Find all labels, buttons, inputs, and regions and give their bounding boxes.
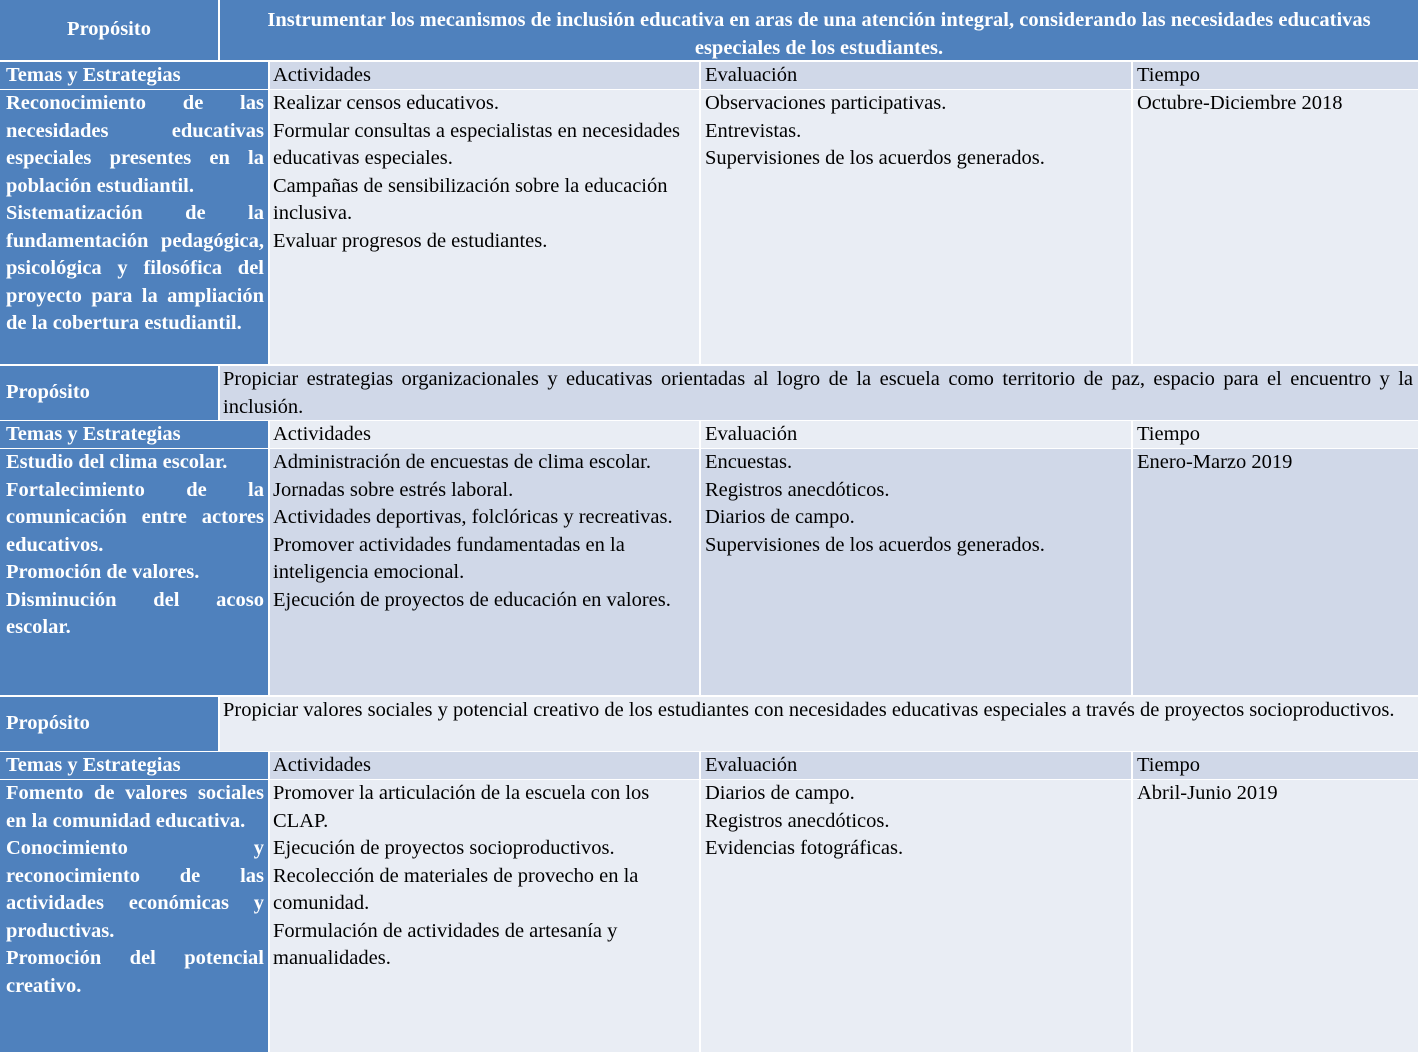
- temas-cell: [0, 449, 268, 695]
- header-row: [0, 752, 1418, 780]
- evaluacion-item: Diarios de campo.: [705, 782, 855, 804]
- header-evaluacion: Evaluación: [701, 421, 1131, 448]
- actividad-item: Campañas de sensibilización sobre la educación inclusiva.: [273, 174, 668, 224]
- header-evaluacion: Evaluación: [701, 752, 1131, 779]
- tema-item: Fomento de valores sociales en la comunidad educativa.: [6, 782, 264, 832]
- header-tiempo: Tiempo: [1133, 752, 1418, 779]
- actividad-item: Evaluar progresos de estudiantes.: [273, 229, 548, 252]
- evaluacion-item: Registros anecdóticos.: [705, 809, 890, 832]
- header-row: [0, 62, 1418, 90]
- actividad-item: Ejecución de proyectos de educación en valores.: [273, 588, 671, 611]
- proposito-row: [0, 697, 1418, 752]
- tema-item: Promoción del potencial creativo.: [6, 947, 264, 997]
- evaluacion-item: Evidencias fotográficas.: [705, 837, 904, 859]
- header-temas: Temas y Estrategias: [0, 421, 268, 448]
- header-tiempo: Tiempo: [1133, 62, 1418, 89]
- evaluacion-item: Registros anecdóticos.: [705, 478, 890, 501]
- header-actividades: Actividades: [270, 421, 699, 448]
- content-row: [0, 449, 1418, 695]
- actividad-item: Recolección de materiales de provecho en la comunidad.: [273, 864, 639, 914]
- proposito-row: [0, 0, 1418, 62]
- content-row: [0, 90, 1418, 364]
- actividad-item: Formulación de actividades de artesanía y manualidades.: [273, 919, 618, 969]
- evaluacion-item: Supervisiones de los acuerdos generados.: [705, 147, 1045, 169]
- header-tiempo: Tiempo: [1133, 421, 1418, 448]
- tiempo-cell: Octubre-Diciembre 2018: [1133, 90, 1418, 364]
- header-actividades: Actividades: [270, 752, 699, 779]
- header-temas: Temas y Estrategias: [0, 62, 268, 89]
- evaluacion-item: Encuestas.: [705, 451, 793, 473]
- actividad-item: Promover actividades fundamentadas en la inteligencia emocional.: [273, 533, 625, 583]
- header-actividades: Actividades: [270, 62, 699, 89]
- proposito-label: Propósito: [0, 697, 218, 751]
- tiempo-cell: Enero-Marzo 2019: [1133, 449, 1418, 695]
- tiempo-cell: Abril-Junio 2019: [1133, 780, 1418, 1052]
- actividades-cell: [270, 449, 699, 695]
- proposito-row: [0, 366, 1418, 421]
- tema-item: Estudio del clima escolar.: [6, 451, 228, 473]
- header-row: [0, 421, 1418, 449]
- actividad-item: Actividades deportivas, folclóricas y recreativas.: [273, 506, 673, 528]
- temas-cell: [0, 90, 268, 364]
- proposito-label: Propósito: [0, 366, 218, 420]
- actividad-item: Realizar censos educativos.: [273, 92, 499, 114]
- evaluacion-item: Entrevistas.: [705, 119, 802, 142]
- tema-item: Conocimiento y reconocimiento de las actividades económicas y productivas.: [6, 837, 264, 942]
- evaluacion-cell: [701, 90, 1131, 364]
- tema-item: Fortalecimiento de la comunicación entre actores educativos.: [6, 478, 264, 556]
- actividad-item: Formular consultas a especialistas en necesidades educativas especiales.: [273, 119, 681, 169]
- tema-item: Reconocimiento de las necesidades educativas especiales presentes en la población estudiantil.: [6, 92, 264, 197]
- temas-cell: [0, 780, 268, 1052]
- actividades-cell: [270, 780, 699, 1052]
- evaluacion-cell: [701, 449, 1131, 695]
- actividades-cell: [270, 90, 699, 364]
- proposito-text: Propiciar valores sociales y potencial creativo de los estudiantes con necesidades educativas especiales a través de proyectos socioproductivos.: [220, 697, 1418, 751]
- header-temas: Temas y Estrategias: [0, 752, 268, 779]
- evaluacion-item: Supervisiones de los acuerdos generados.: [705, 533, 1045, 556]
- tema-item: Promoción de valores.: [6, 561, 200, 583]
- actividad-item: Ejecución de proyectos socioproductivos.: [273, 837, 615, 859]
- actividad-item: Jornadas sobre estrés laboral.: [273, 478, 514, 501]
- proposito-text: Instrumentar los mecanismos de inclusión educativa en aras de una atención integral, considerando las necesidades educativas especiales de los estudiantes.: [220, 0, 1418, 60]
- actividad-item: Promover la articulación de la escuela con los CLAP.: [273, 782, 650, 832]
- header-evaluacion: Evaluación: [701, 62, 1131, 89]
- tema-item: Sistematización de la fundamentación pedagógica, psicológica y filosófica del proyecto para la ampliación de la cobertura estudiantil.: [6, 202, 264, 334]
- tema-item: Disminución del acoso escolar.: [6, 588, 264, 638]
- content-row: [0, 780, 1418, 1054]
- proposito-text: Propiciar estrategias organizacionales y educativas orientadas al logro de la escuela como territorio de paz, espacio para el encuentro y la inclusión.: [220, 366, 1418, 420]
- proposito-label: Propósito: [0, 0, 218, 60]
- evaluacion-item: Observaciones participativas.: [705, 92, 947, 114]
- actividad-item: Administración de encuestas de clima escolar.: [273, 451, 651, 473]
- evaluacion-cell: [701, 780, 1131, 1052]
- evaluacion-item: Diarios de campo.: [705, 506, 855, 528]
